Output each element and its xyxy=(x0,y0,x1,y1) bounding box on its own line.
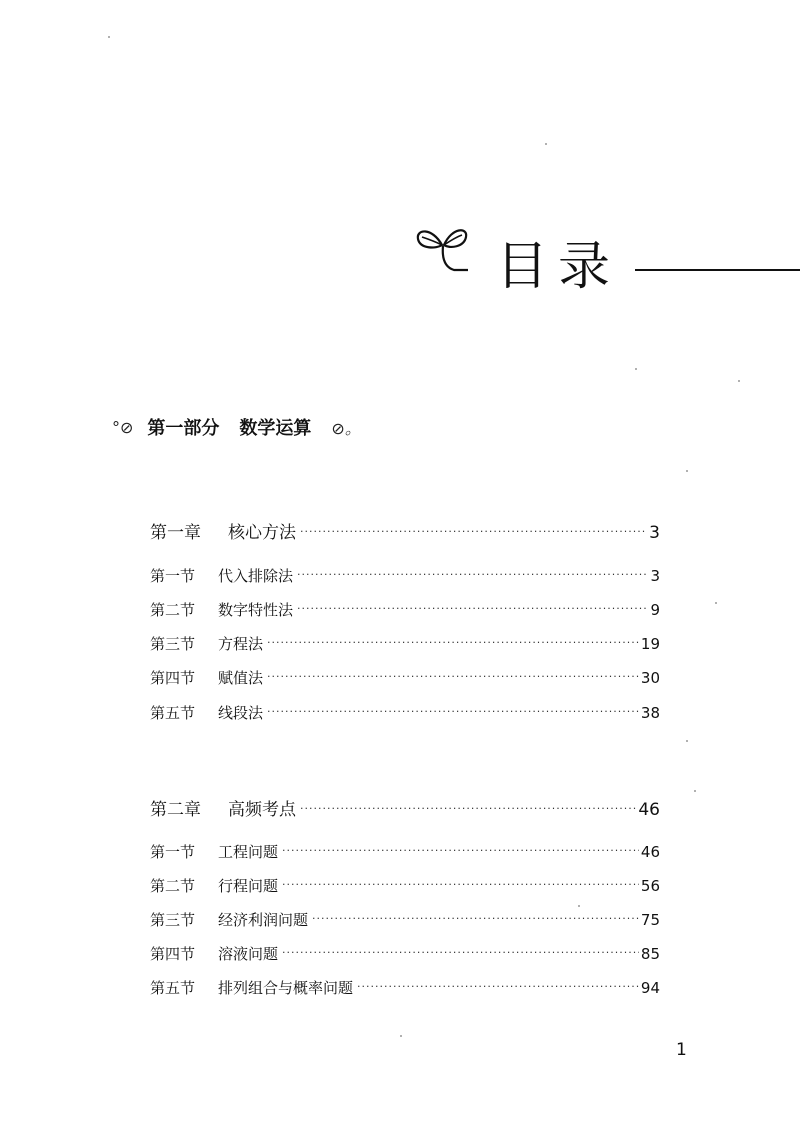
section-number: 第五节 xyxy=(150,704,196,722)
dot-leader xyxy=(297,568,648,581)
dot-leader xyxy=(297,602,648,615)
section-name: 赋值法 xyxy=(218,669,264,687)
section-name: 工程问题 xyxy=(218,843,279,861)
section-name: 经济利润问题 xyxy=(218,911,309,929)
section-number: 第一节 xyxy=(150,843,196,861)
section-name: 数字特性法 xyxy=(218,601,294,619)
part-deco-right: ⊘。 xyxy=(331,418,361,438)
toc-title-block xyxy=(410,215,800,305)
section-number: 第四节 xyxy=(150,669,196,687)
section-page: 94 xyxy=(640,979,660,997)
toc-section-entry[interactable] xyxy=(150,943,660,965)
section-page: 85 xyxy=(640,945,660,963)
section-page: 46 xyxy=(640,843,660,861)
chapter-page: 3 xyxy=(649,523,660,542)
scan-speck xyxy=(578,905,580,907)
section-name: 代入排除法 xyxy=(218,567,294,585)
toc-title: 目录 xyxy=(496,237,621,297)
section-number: 第四节 xyxy=(150,945,196,963)
part-title: 数学运算 xyxy=(239,418,312,439)
section-page: 9 xyxy=(650,601,660,619)
title-rule xyxy=(635,269,800,271)
scan-speck xyxy=(694,790,696,792)
page-number: 1 xyxy=(676,1040,687,1060)
dot-leader xyxy=(312,912,639,925)
chapter-number: 第二章 xyxy=(150,800,201,819)
part-heading xyxy=(112,412,361,442)
toc-section-entry[interactable] xyxy=(150,875,660,897)
section-page: 38 xyxy=(640,704,660,722)
toc-section-entry[interactable] xyxy=(150,909,660,931)
dot-leader xyxy=(300,525,647,538)
scan-speck xyxy=(738,380,740,382)
section-name: 行程问题 xyxy=(218,877,279,895)
chapter-number: 第一章 xyxy=(150,523,201,542)
scan-speck xyxy=(108,36,110,38)
section-number: 第五节 xyxy=(150,979,196,997)
dot-leader xyxy=(282,844,639,857)
section-page: 75 xyxy=(640,911,660,929)
toc-section-entry[interactable] xyxy=(150,633,660,655)
dot-leader xyxy=(267,670,639,683)
toc-section-entry[interactable] xyxy=(150,599,660,621)
section-number: 第二节 xyxy=(150,877,196,895)
sprout-icon xyxy=(410,215,480,285)
section-name: 溶液问题 xyxy=(218,945,279,963)
dot-leader xyxy=(282,878,639,891)
part-deco-left: °⊘ xyxy=(112,417,134,437)
section-page: 30 xyxy=(640,669,660,687)
scan-speck xyxy=(686,470,688,472)
toc-section-entry[interactable] xyxy=(150,702,660,724)
section-number: 第二节 xyxy=(150,601,196,619)
toc-section-entry[interactable] xyxy=(150,841,660,863)
section-page: 19 xyxy=(640,635,660,653)
toc-chapter-entry[interactable] xyxy=(150,795,660,819)
scan-speck xyxy=(400,1035,402,1037)
chapter-name: 核心方法 xyxy=(228,523,296,542)
section-number: 第一节 xyxy=(150,567,196,585)
part-label: 第一部分 xyxy=(147,418,220,439)
scan-speck xyxy=(635,368,637,370)
chapter-name: 高频考点 xyxy=(228,800,296,819)
dot-leader xyxy=(300,802,636,815)
section-name: 线段法 xyxy=(218,704,264,722)
section-number: 第三节 xyxy=(150,911,196,929)
section-number: 第三节 xyxy=(150,635,196,653)
toc-section-entry[interactable] xyxy=(150,565,660,587)
scan-speck xyxy=(686,740,688,742)
dot-leader xyxy=(267,705,639,718)
dot-leader xyxy=(267,636,639,649)
toc-section-entry[interactable] xyxy=(150,667,660,689)
toc-section-entry[interactable] xyxy=(150,977,660,999)
dot-leader xyxy=(282,946,639,959)
section-page: 56 xyxy=(640,877,660,895)
toc-chapter-entry[interactable] xyxy=(150,518,660,542)
chapter-page: 46 xyxy=(638,800,660,819)
section-name: 排列组合与概率问题 xyxy=(218,979,354,997)
section-name: 方程法 xyxy=(218,635,264,653)
dot-leader xyxy=(357,980,639,993)
scan-speck xyxy=(715,602,717,604)
scan-speck xyxy=(545,143,547,145)
section-page: 3 xyxy=(650,567,660,585)
